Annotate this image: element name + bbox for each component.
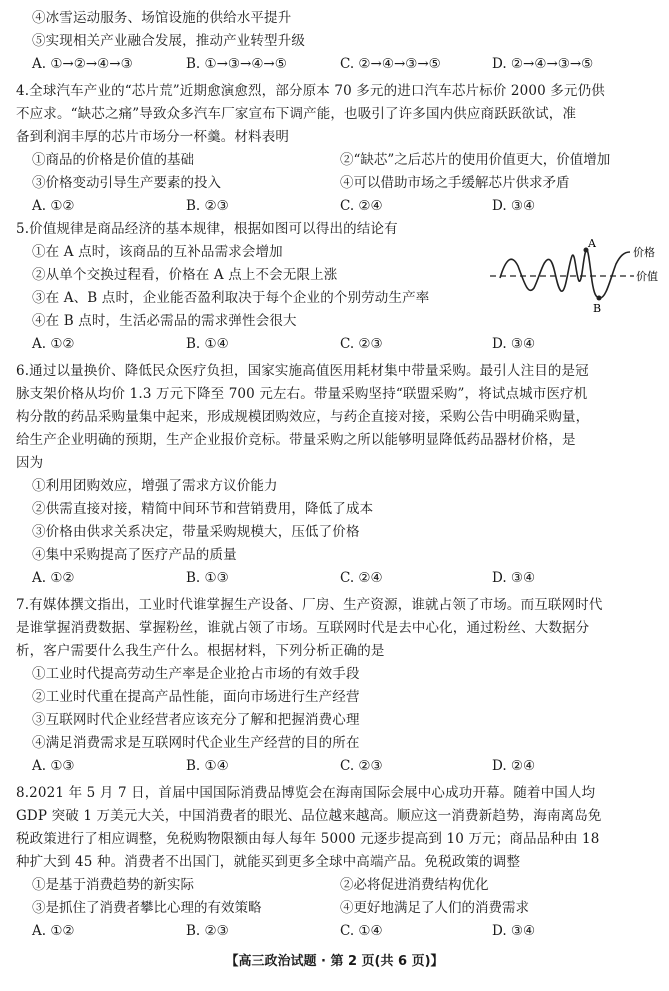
q5-choice-4: ④在 B 点时，生活必需品的需求弹性会很大 bbox=[32, 313, 297, 329]
q6-stem-5: 因为 bbox=[16, 455, 44, 471]
q7-stem-3: 析，客户需要什么我生产什么。根据材料，下列分析正确的是 bbox=[16, 643, 385, 659]
q8-stem-2: GDP 突破 1 万美元大关，中国消费者的眼光、品位越来越高。顺应这一消费新趋势，海南离岛免 bbox=[16, 808, 602, 824]
label-b: B bbox=[593, 302, 602, 315]
q7-choice-4: ④满足消费需求是互联网时代企业生产经营的目的所在 bbox=[32, 735, 360, 751]
option-d: D. ②④ bbox=[492, 758, 536, 774]
option-a: A. ①② bbox=[32, 570, 75, 586]
option-c: C. ②→④→③→⑤ bbox=[340, 56, 441, 72]
q6-choice-4: ④集中采购提高了医疗产品的质量 bbox=[32, 547, 237, 563]
option-a: A. ①② bbox=[32, 198, 75, 214]
q7-choice-2: ②工业时代重在提高产品性能，面向市场进行生产经营 bbox=[32, 689, 360, 705]
q8-stem-4: 种扩大到 45 种。消费者不出国门，就能买到更多全球中高端产品。免税政策的调整 bbox=[16, 854, 521, 870]
q4-stem-3: 备到利润丰厚的芯片市场分一杯羹。材料表明 bbox=[16, 129, 289, 145]
option-b: B. ②③ bbox=[186, 923, 229, 939]
q7-choice-1: ①工业时代提高劳动生产率是企业抢占市场的有效手段 bbox=[32, 666, 360, 682]
option-b: B. ②③ bbox=[186, 198, 229, 214]
option-d: D. ③④ bbox=[492, 923, 536, 939]
q8-choice-3: ③是抓住了消费者攀比心理的有效策略 bbox=[32, 900, 262, 916]
q5-choice-1: ①在 A 点时，该商品的互补品需求会增加 bbox=[32, 244, 283, 260]
option-c: C. ②④ bbox=[340, 198, 383, 214]
q6-choice-1: ①利用团购效应，增强了需求方议价能力 bbox=[32, 478, 278, 494]
price-curve bbox=[500, 249, 630, 298]
q5-choice-2: ②从单个交换过程看，价格在 A 点上不会无限上涨 bbox=[32, 267, 338, 283]
q5-stem: 5.价值规律是商品经济的基本规律，根据如图可以得出的结论有 bbox=[16, 221, 398, 237]
q6-stem-2: 脉支架价格从均价 1.3 万元下降至 700 元左右。带量采购坚持“联盟采购”，将试点城市医疗机 bbox=[16, 386, 588, 402]
option-c: C. ②③ bbox=[340, 758, 383, 774]
label-a: A bbox=[588, 237, 596, 250]
q8-choice-2: ②必将促进消费结构优化 bbox=[340, 877, 489, 893]
q6-stem-4: 给生产企业明确的预期，生产企业报价竞标。带量采购之所以能够明显降低药品器材价格，是 bbox=[16, 432, 576, 448]
option-a: A. ①② bbox=[32, 923, 75, 939]
q6-choice-3: ③价格由供求关系决定，带量采购规模大，压低了价格 bbox=[32, 524, 360, 540]
q8-choice-4: ④更好地满足了人们的消费需求 bbox=[340, 900, 529, 916]
label-price: 价格 bbox=[633, 246, 655, 259]
q6-stem-1: 6.通过以量换价、降低民众医疗负担，国家实施高值医用耗材集中带量采购。最引人注目的是冠 bbox=[16, 363, 589, 379]
q5-choice-3: ③在 A、B 点时，企业能否盈利取决于每个企业的个别劳动生产率 bbox=[32, 290, 430, 306]
option-c: C. ①④ bbox=[340, 923, 383, 939]
q7-stem-2: 是谁掌握消费数据、掌握粉丝，谁就占领了市场。互联网时代是去中心化，通过粉丝、大数据分 bbox=[16, 620, 590, 636]
q6-stem-3: 构分散的药品采购量集中起来，形成规模团购效应，与药企直接对接，采购公告中明确采购量， bbox=[16, 409, 590, 425]
option-d: D. ③④ bbox=[492, 198, 536, 214]
q7-stem-1: 7.有媒体撰文指出，工业时代谁掌握生产设备、厂房、生产资源，谁就占领了市场。而互联网时代 bbox=[16, 597, 603, 613]
option-a: A. ①② bbox=[32, 336, 75, 352]
q6-choice-2: ②供需直接对接，精简中间环节和营销费用，降低了成本 bbox=[32, 501, 374, 517]
option-b: B. ①④ bbox=[186, 758, 229, 774]
label-value: 价值 bbox=[636, 270, 658, 283]
page-footer: 【高三政治试题 · 第 2 页(共 6 页)】 bbox=[225, 954, 444, 969]
option-a: A. ①→②→④→③ bbox=[32, 56, 133, 72]
option-d: D. ②→④→③→⑤ bbox=[492, 56, 594, 72]
option-d: D. ③④ bbox=[492, 570, 536, 586]
q8-stem-1: 8.2021 年 5 月 7 日，首届中国国际消费品博览会在海南国际会展中心成功开幕。随着中国人均 bbox=[16, 785, 596, 801]
q4-choice-1: ①商品的价格是价值的基础 bbox=[32, 152, 194, 168]
q4-choice-3: ③价格变动引导生产要素的投入 bbox=[32, 175, 221, 191]
option-b: B. ①③ bbox=[186, 570, 229, 586]
item-4: ④冰雪运动服务、场馆设施的供给水平提升 bbox=[32, 10, 292, 26]
q7-choice-3: ③互联网时代企业经营者应该充分了解和把握消费心理 bbox=[32, 712, 360, 728]
q8-choice-1: ①是基于消费趋势的新实际 bbox=[32, 877, 194, 893]
price-value-figure bbox=[488, 236, 660, 316]
q8-stem-3: 税政策进行了相应调整，免税购物限额由每人每年 5000 元逐步提高到 10 万元；商品品种由 18 bbox=[16, 831, 600, 847]
option-d: D. ③④ bbox=[492, 336, 536, 352]
item-5: ⑤实现相关产业融合发展，推动产业转型升级 bbox=[32, 33, 305, 49]
option-a: A. ①③ bbox=[32, 758, 75, 774]
q4-choice-4: ④可以借助市场之手缓解芯片供求矛盾 bbox=[340, 175, 570, 191]
point-b-dot bbox=[597, 296, 602, 301]
option-c: C. ②④ bbox=[340, 570, 383, 586]
option-b: B. ①④ bbox=[186, 336, 229, 352]
option-c: C. ②③ bbox=[340, 336, 383, 352]
q4-choice-2: ②“缺芯”之后芯片的使用价值更大，价值增加 bbox=[340, 152, 611, 168]
option-b: B. ①→③→④→⑤ bbox=[186, 56, 287, 72]
q4-stem-2: 不应求。“缺芯之痛”导致众多汽车厂家宣布下调产能，也吸引了许多国内供应商跃跃欲试，准 bbox=[16, 106, 577, 122]
q4-stem-1: 4.全球汽车产业的“芯片荒”近期愈演愈烈，部分原本 70 多元的进口汽车芯片标价 2000 多元仍供 bbox=[16, 83, 605, 99]
